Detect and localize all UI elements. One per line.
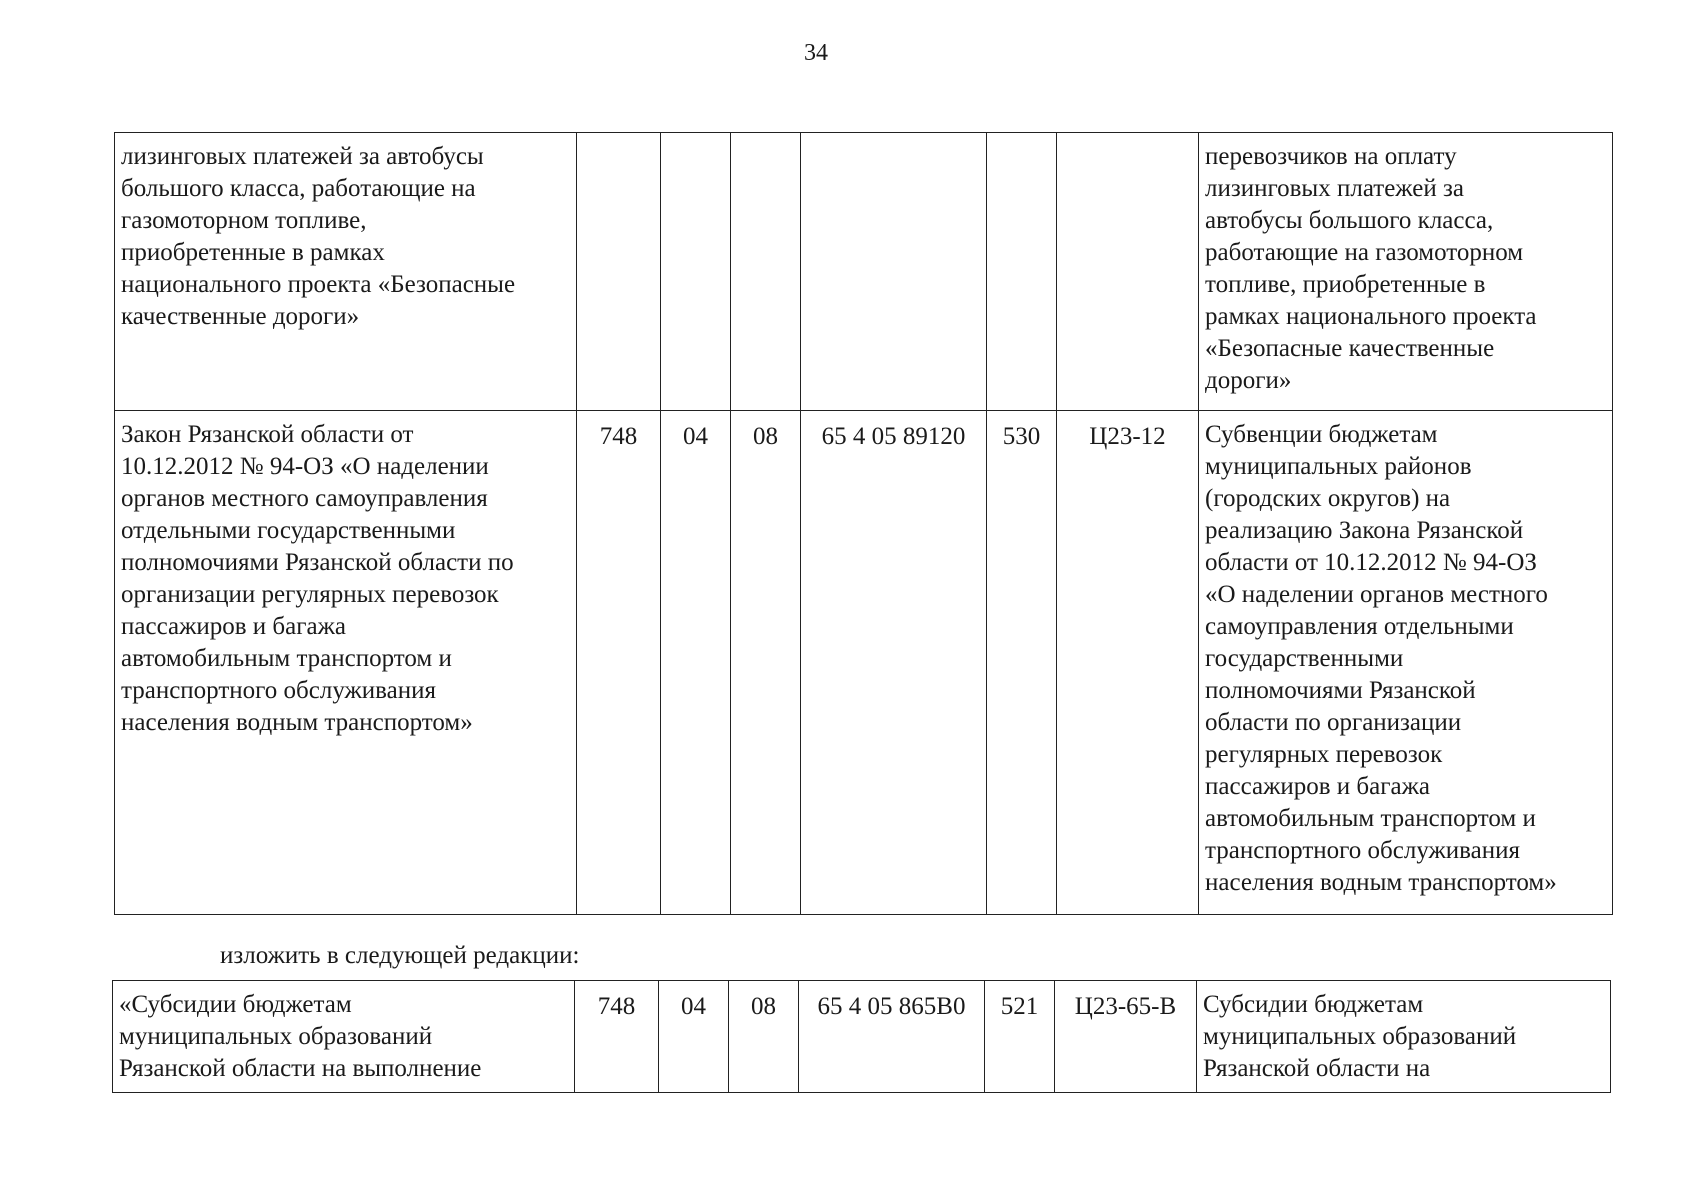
cell-subsection: 08 <box>729 981 799 1093</box>
cell-target-article: 65 4 05 865В0 <box>799 981 985 1093</box>
cell-name: «Субсидии бюджетам муниципальных образований Рязанской области на выполнение <box>113 981 575 1093</box>
instruction-text: изложить в следующей редакции: <box>220 942 580 969</box>
cell-section: 04 <box>661 411 731 915</box>
cell-expense-type: 521 <box>985 981 1055 1093</box>
cell-admin-code <box>577 133 661 411</box>
cell-description: Субсидии бюджетам муниципальных образований Рязанской области на <box>1197 981 1611 1093</box>
cell-description: перевозчиков на оплату лизинговых платежей за автобусы большого класса, работающие на газомоторном топливе, приобретенные в рамках национального проекта «Безопасные качественные дороги» <box>1199 133 1613 411</box>
cell-purpose-code: Ц23-12 <box>1057 411 1199 915</box>
cell-name: лизинговых платежей за автобусы большого класса, работающие на газомоторном топливе, приобретенные в рамках национального проекта «Безопасные качественные дороги» <box>115 133 577 411</box>
budget-table-continued <box>114 132 1613 915</box>
table-row <box>115 133 1613 411</box>
cell-purpose-code: Ц23-65-В <box>1055 981 1197 1093</box>
cell-subsection: 08 <box>731 411 801 915</box>
cell-subsection <box>731 133 801 411</box>
table-row <box>113 981 1611 1093</box>
cell-section: 04 <box>659 981 729 1093</box>
cell-purpose-code <box>1057 133 1199 411</box>
cell-section <box>661 133 731 411</box>
cell-admin-code: 748 <box>575 981 659 1093</box>
cell-name: Закон Рязанской области от 10.12.2012 № 94-ОЗ «О наделении органов местного самоуправления отдельными государственными полномочиями Рязанской области по организации регулярных перевозок пассажиров и багажа автомобильным транспортом и транспортного обслуживания населения водным транспортом» <box>115 411 577 915</box>
budget-table-new-edition <box>112 980 1611 1093</box>
page-number: 34 <box>804 40 828 66</box>
cell-target-article <box>801 133 987 411</box>
table-row <box>115 411 1613 915</box>
cell-description: Субвенции бюджетам муниципальных районов (городских округов) на реализацию Закона Рязанской области от 10.12.2012 № 94-ОЗ «О наделении органов местного самоуправления отдельными государственными полномочиями Рязанской области по организации регулярных перевозок пассажиров и багажа автомобильным транспортом и транспортного обслуживания населения водным транспортом» <box>1199 411 1613 915</box>
cell-target-article: 65 4 05 89120 <box>801 411 987 915</box>
cell-admin-code: 748 <box>577 411 661 915</box>
cell-expense-type: 530 <box>987 411 1057 915</box>
cell-expense-type <box>987 133 1057 411</box>
